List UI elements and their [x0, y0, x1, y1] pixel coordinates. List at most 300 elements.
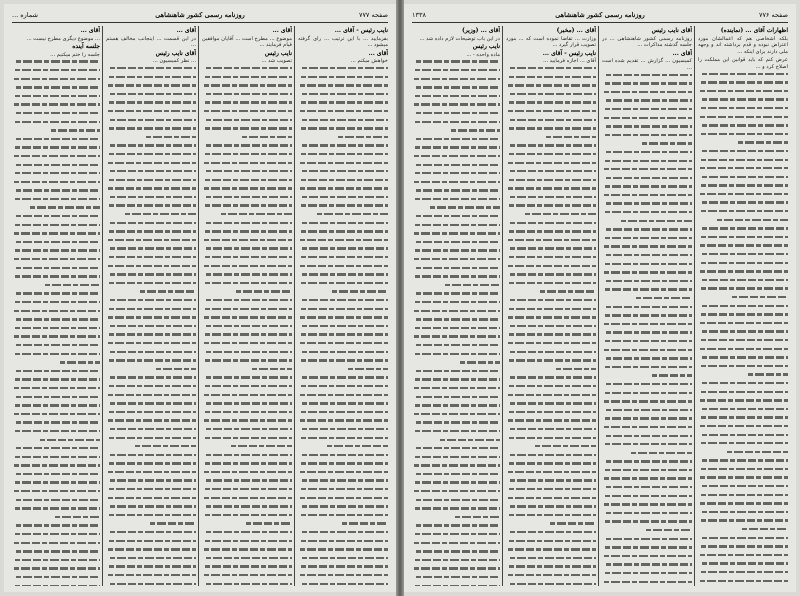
text-line — [298, 136, 388, 143]
column-heading: آقای ... — [368, 49, 388, 57]
text-line — [12, 310, 100, 317]
text-line — [506, 462, 596, 469]
text-line — [298, 101, 388, 108]
text-line — [412, 550, 500, 557]
text-line — [412, 421, 500, 428]
text-line — [698, 141, 788, 148]
text-line — [698, 399, 788, 406]
text-body — [412, 60, 500, 586]
text-line — [298, 454, 388, 461]
text-line — [602, 340, 692, 347]
text-line — [106, 540, 196, 547]
text-line — [506, 479, 596, 486]
text-line — [698, 210, 788, 217]
text-line — [106, 67, 196, 74]
text-line — [506, 333, 596, 340]
column-heading: نایب رئیس — [264, 49, 292, 57]
text-line — [698, 537, 788, 544]
text-line — [506, 247, 596, 254]
text-line — [12, 464, 100, 471]
text-line — [506, 179, 596, 186]
text-line — [298, 256, 388, 263]
text-line — [202, 179, 292, 186]
left-page — [4, 4, 396, 592]
text-line — [412, 473, 500, 480]
text-line — [106, 273, 196, 280]
text-line — [506, 299, 596, 306]
text-line — [202, 222, 292, 229]
column-paragraph: ... نظر کمیسیون ... — [152, 58, 196, 65]
right-column-2 — [602, 26, 692, 586]
text-line — [298, 222, 388, 229]
text-line — [106, 368, 196, 375]
column-paragraph: ... موضوع دیگری مطرح نیست ... — [26, 35, 100, 42]
text-line — [12, 344, 100, 351]
text-line — [106, 230, 196, 237]
text-line — [12, 507, 100, 514]
right-page-columns — [412, 26, 788, 586]
text-line — [298, 351, 388, 358]
text-line — [12, 301, 100, 308]
text-line — [698, 107, 788, 114]
text-line — [202, 437, 292, 444]
text-line — [412, 499, 500, 506]
text-line — [602, 306, 692, 313]
text-line — [12, 181, 100, 188]
text-line — [202, 170, 292, 177]
text-line — [298, 127, 388, 134]
text-line — [698, 339, 788, 346]
text-line — [506, 505, 596, 512]
text-line — [698, 90, 788, 97]
text-line — [298, 333, 388, 340]
text-line — [202, 342, 292, 349]
text-line — [412, 567, 500, 574]
left-column-3 — [106, 26, 196, 586]
text-line — [202, 273, 292, 280]
right-column-3 — [506, 26, 596, 586]
text-line — [412, 103, 500, 110]
text-line — [412, 164, 500, 171]
text-line — [12, 447, 100, 454]
column-paragraph: جلسه را ختم میکنیم ... — [50, 51, 100, 58]
text-line — [106, 110, 196, 117]
text-line — [698, 468, 788, 475]
text-line — [602, 288, 692, 295]
text-line — [12, 258, 100, 265]
text-line — [298, 119, 388, 126]
text-line — [298, 204, 388, 211]
text-line — [412, 524, 500, 531]
text-line — [12, 121, 100, 128]
text-line — [106, 462, 196, 469]
text-line — [202, 127, 292, 134]
text-line — [202, 299, 292, 306]
text-line — [202, 119, 292, 126]
text-body — [698, 73, 788, 586]
text-line — [698, 391, 788, 398]
text-line — [202, 394, 292, 401]
text-line — [506, 419, 596, 426]
column-paragraph: عرض کنم که باید قوانین این مملکت را اصلاح کرد و ... — [698, 57, 788, 70]
text-line — [412, 327, 500, 334]
text-line — [12, 576, 100, 583]
column-paragraph: در این قسمت ... اینجانب مخالف هستم ... — [106, 35, 196, 49]
text-line — [12, 198, 100, 205]
text-line — [602, 435, 692, 442]
text-line — [106, 333, 196, 340]
text-line — [698, 322, 788, 329]
text-line — [298, 239, 388, 246]
text-line — [698, 416, 788, 423]
text-line — [412, 507, 500, 514]
text-line — [106, 497, 196, 504]
text-line — [106, 479, 196, 486]
column-heading: آقای ... (مخبر) — [556, 27, 596, 34]
text-line — [12, 585, 100, 586]
text-line — [698, 81, 788, 88]
text-line — [602, 151, 692, 158]
text-line — [298, 170, 388, 177]
text-line — [12, 172, 100, 179]
text-line — [698, 184, 788, 191]
text-line — [602, 271, 692, 278]
text-line — [202, 84, 292, 91]
text-line — [298, 265, 388, 272]
text-line — [202, 110, 292, 117]
text-line — [506, 557, 596, 564]
text-line — [298, 540, 388, 547]
text-line — [506, 548, 596, 555]
text-line — [202, 153, 292, 160]
text-line — [698, 528, 788, 535]
text-line — [412, 258, 500, 265]
text-line — [698, 373, 788, 380]
text-line — [12, 69, 100, 76]
column-heading: نایب رئیس — [472, 43, 500, 51]
text-line — [602, 74, 692, 81]
text-line — [106, 93, 196, 100]
text-line — [12, 155, 100, 162]
text-line — [12, 361, 100, 368]
column-paragraph: در این باب توضیحات لازم داده شد ... — [419, 35, 500, 42]
text-line — [202, 67, 292, 74]
text-line — [12, 138, 100, 145]
text-line — [412, 138, 500, 145]
text-line — [698, 459, 788, 466]
text-line — [202, 522, 292, 529]
text-line — [698, 485, 788, 492]
text-line — [698, 348, 788, 355]
text-line — [106, 522, 196, 529]
text-line — [12, 490, 100, 497]
text-line — [506, 230, 596, 237]
text-line — [602, 357, 692, 364]
text-line — [698, 313, 788, 320]
text-line — [412, 396, 500, 403]
text-body — [106, 67, 196, 586]
text-line — [412, 439, 500, 446]
text-line — [506, 162, 596, 169]
text-line — [202, 256, 292, 263]
text-line — [506, 119, 596, 126]
text-line — [506, 170, 596, 177]
text-line — [412, 430, 500, 437]
text-line — [298, 514, 388, 521]
text-line — [106, 162, 196, 169]
text-line — [202, 213, 292, 220]
text-line — [202, 162, 292, 169]
text-line — [506, 454, 596, 461]
text-line — [298, 162, 388, 169]
text-line — [12, 215, 100, 222]
text-line — [412, 78, 500, 85]
text-line — [298, 437, 388, 444]
text-line — [298, 471, 388, 478]
text-line — [698, 408, 788, 415]
text-line — [412, 310, 500, 317]
text-line — [506, 308, 596, 315]
column-paragraph: موضوع ... مطرح است ... آقایان موافقین قیام فرمایند ... — [202, 35, 292, 49]
text-line — [106, 376, 196, 383]
text-line — [412, 353, 500, 360]
text-line — [602, 469, 692, 476]
column-rule — [294, 26, 295, 586]
text-line — [698, 253, 788, 260]
column-heading: آقای ... (وزیر) — [462, 27, 500, 34]
text-line — [202, 93, 292, 100]
text-line — [698, 287, 788, 294]
text-line — [298, 247, 388, 254]
text-line — [106, 187, 196, 194]
text-line — [602, 91, 692, 98]
text-line — [202, 290, 292, 297]
text-line — [698, 133, 788, 140]
text-line — [506, 144, 596, 151]
text-line — [698, 511, 788, 518]
text-line — [12, 439, 100, 446]
text-line — [412, 318, 500, 325]
text-line — [106, 239, 196, 246]
text-line — [298, 187, 388, 194]
text-line — [506, 101, 596, 108]
text-line — [106, 196, 196, 203]
column-paragraph: ماده واحده - ... — [466, 51, 500, 58]
text-line — [298, 290, 388, 297]
text-line — [106, 531, 196, 538]
text-line — [106, 445, 196, 452]
text-body — [602, 74, 692, 586]
text-line — [602, 177, 692, 184]
text-line — [412, 481, 500, 488]
text-line — [12, 95, 100, 102]
text-line — [698, 554, 788, 561]
left-page-date: شماره ... — [12, 11, 38, 19]
text-line — [506, 368, 596, 375]
text-line — [202, 325, 292, 332]
text-line — [506, 196, 596, 203]
text-line — [12, 567, 100, 574]
text-line — [412, 181, 500, 188]
text-line — [506, 351, 596, 358]
text-line — [506, 256, 596, 263]
text-line — [12, 206, 100, 213]
text-line — [298, 479, 388, 486]
text-line — [202, 540, 292, 547]
text-line — [412, 198, 500, 205]
text-line — [412, 559, 500, 566]
text-line — [602, 546, 692, 553]
text-line — [106, 290, 196, 297]
column-paragraph: وزارت ... تقاضا نموده است که ... مورد تصویب قرار گیرد ... — [506, 35, 596, 49]
column-rule — [102, 26, 103, 586]
text-line — [506, 316, 596, 323]
text-line — [298, 153, 388, 160]
text-line — [602, 477, 692, 484]
text-line — [106, 204, 196, 211]
text-line — [602, 512, 692, 519]
text-line — [412, 172, 500, 179]
text-line — [298, 359, 388, 366]
text-line — [698, 305, 788, 312]
text-line — [602, 563, 692, 570]
text-line — [106, 402, 196, 409]
text-line — [106, 101, 196, 108]
text-line — [106, 488, 196, 495]
text-line — [412, 275, 500, 282]
text-line — [202, 488, 292, 495]
text-line — [12, 559, 100, 566]
text-line — [298, 93, 388, 100]
text-line — [298, 497, 388, 504]
text-line — [698, 451, 788, 458]
column-paragraph: کمیسیون ... گزارش ... تقدیم شده است ... — [602, 58, 692, 71]
text-line — [506, 213, 596, 220]
text-line — [298, 230, 388, 237]
left-column-2 — [202, 26, 292, 586]
text-line — [602, 400, 692, 407]
text-line — [412, 284, 500, 291]
text-line — [412, 249, 500, 256]
text-line — [602, 245, 692, 252]
text-line — [506, 222, 596, 229]
text-line — [698, 562, 788, 569]
left-page-number: صفحه ۷۷۷ — [358, 11, 388, 19]
text-line — [412, 361, 500, 368]
text-line — [412, 86, 500, 93]
text-line — [412, 370, 500, 377]
text-line — [202, 333, 292, 340]
text-line — [202, 411, 292, 418]
column-heading: نایب رئیس - آقای ... — [542, 49, 596, 57]
text-line — [106, 437, 196, 444]
text-line — [698, 545, 788, 552]
text-line — [412, 447, 500, 454]
text-line — [698, 502, 788, 509]
text-line — [298, 565, 388, 572]
text-line — [602, 572, 692, 579]
text-line — [202, 308, 292, 315]
text-line — [202, 548, 292, 555]
column-paragraph: آقای ... اجازه فرمایید ... — [543, 58, 596, 65]
text-line — [506, 531, 596, 538]
text-line — [412, 344, 500, 351]
text-line — [12, 284, 100, 291]
column-paragraph: بفرمایید ... با این ترتیب ... رای گرفته میشود ... — [298, 35, 388, 49]
text-line — [12, 103, 100, 110]
text-line — [506, 110, 596, 117]
text-line — [412, 335, 500, 342]
text-line — [602, 417, 692, 424]
column-heading: آقای ... — [80, 27, 100, 34]
text-line — [506, 239, 596, 246]
text-line — [12, 370, 100, 377]
text-line — [602, 443, 692, 450]
text-line — [698, 279, 788, 286]
text-line — [106, 170, 196, 177]
text-line — [106, 548, 196, 555]
text-line — [106, 471, 196, 478]
text-line — [602, 426, 692, 433]
text-line — [12, 542, 100, 549]
text-line — [202, 187, 292, 194]
text-line — [412, 387, 500, 394]
text-line — [698, 296, 788, 303]
text-line — [412, 404, 500, 411]
text-line — [12, 86, 100, 93]
text-line — [298, 385, 388, 392]
text-line — [106, 385, 196, 392]
text-line — [698, 476, 788, 483]
text-line — [506, 394, 596, 401]
text-line — [412, 464, 500, 471]
text-line — [202, 462, 292, 469]
text-line — [506, 574, 596, 581]
text-line — [298, 376, 388, 383]
text-line — [412, 121, 500, 128]
text-line — [602, 452, 692, 459]
right-page-date: ۱۳۳۸ — [412, 11, 426, 19]
text-line — [506, 522, 596, 529]
text-line — [412, 112, 500, 119]
text-line — [506, 273, 596, 280]
text-line — [506, 136, 596, 143]
text-line — [12, 78, 100, 85]
text-line — [298, 505, 388, 512]
text-line — [12, 224, 100, 231]
text-line — [106, 394, 196, 401]
text-line — [412, 378, 500, 385]
text-line — [12, 550, 100, 557]
text-line — [602, 237, 692, 244]
column-heading: اظهارات آقای ... (نماینده) — [720, 27, 788, 34]
column-rule — [502, 26, 503, 586]
text-line — [298, 531, 388, 538]
text-body — [202, 67, 292, 586]
text-line — [698, 124, 788, 131]
text-line — [602, 125, 692, 132]
text-line — [298, 488, 388, 495]
text-line — [412, 576, 500, 583]
column-heading: نایب رئیس - آقای ... — [334, 27, 388, 34]
text-line — [106, 308, 196, 315]
text-line — [506, 265, 596, 272]
text-line — [298, 67, 388, 74]
text-line — [602, 134, 692, 141]
text-line — [106, 583, 196, 586]
text-line — [12, 481, 100, 488]
text-line — [106, 514, 196, 521]
